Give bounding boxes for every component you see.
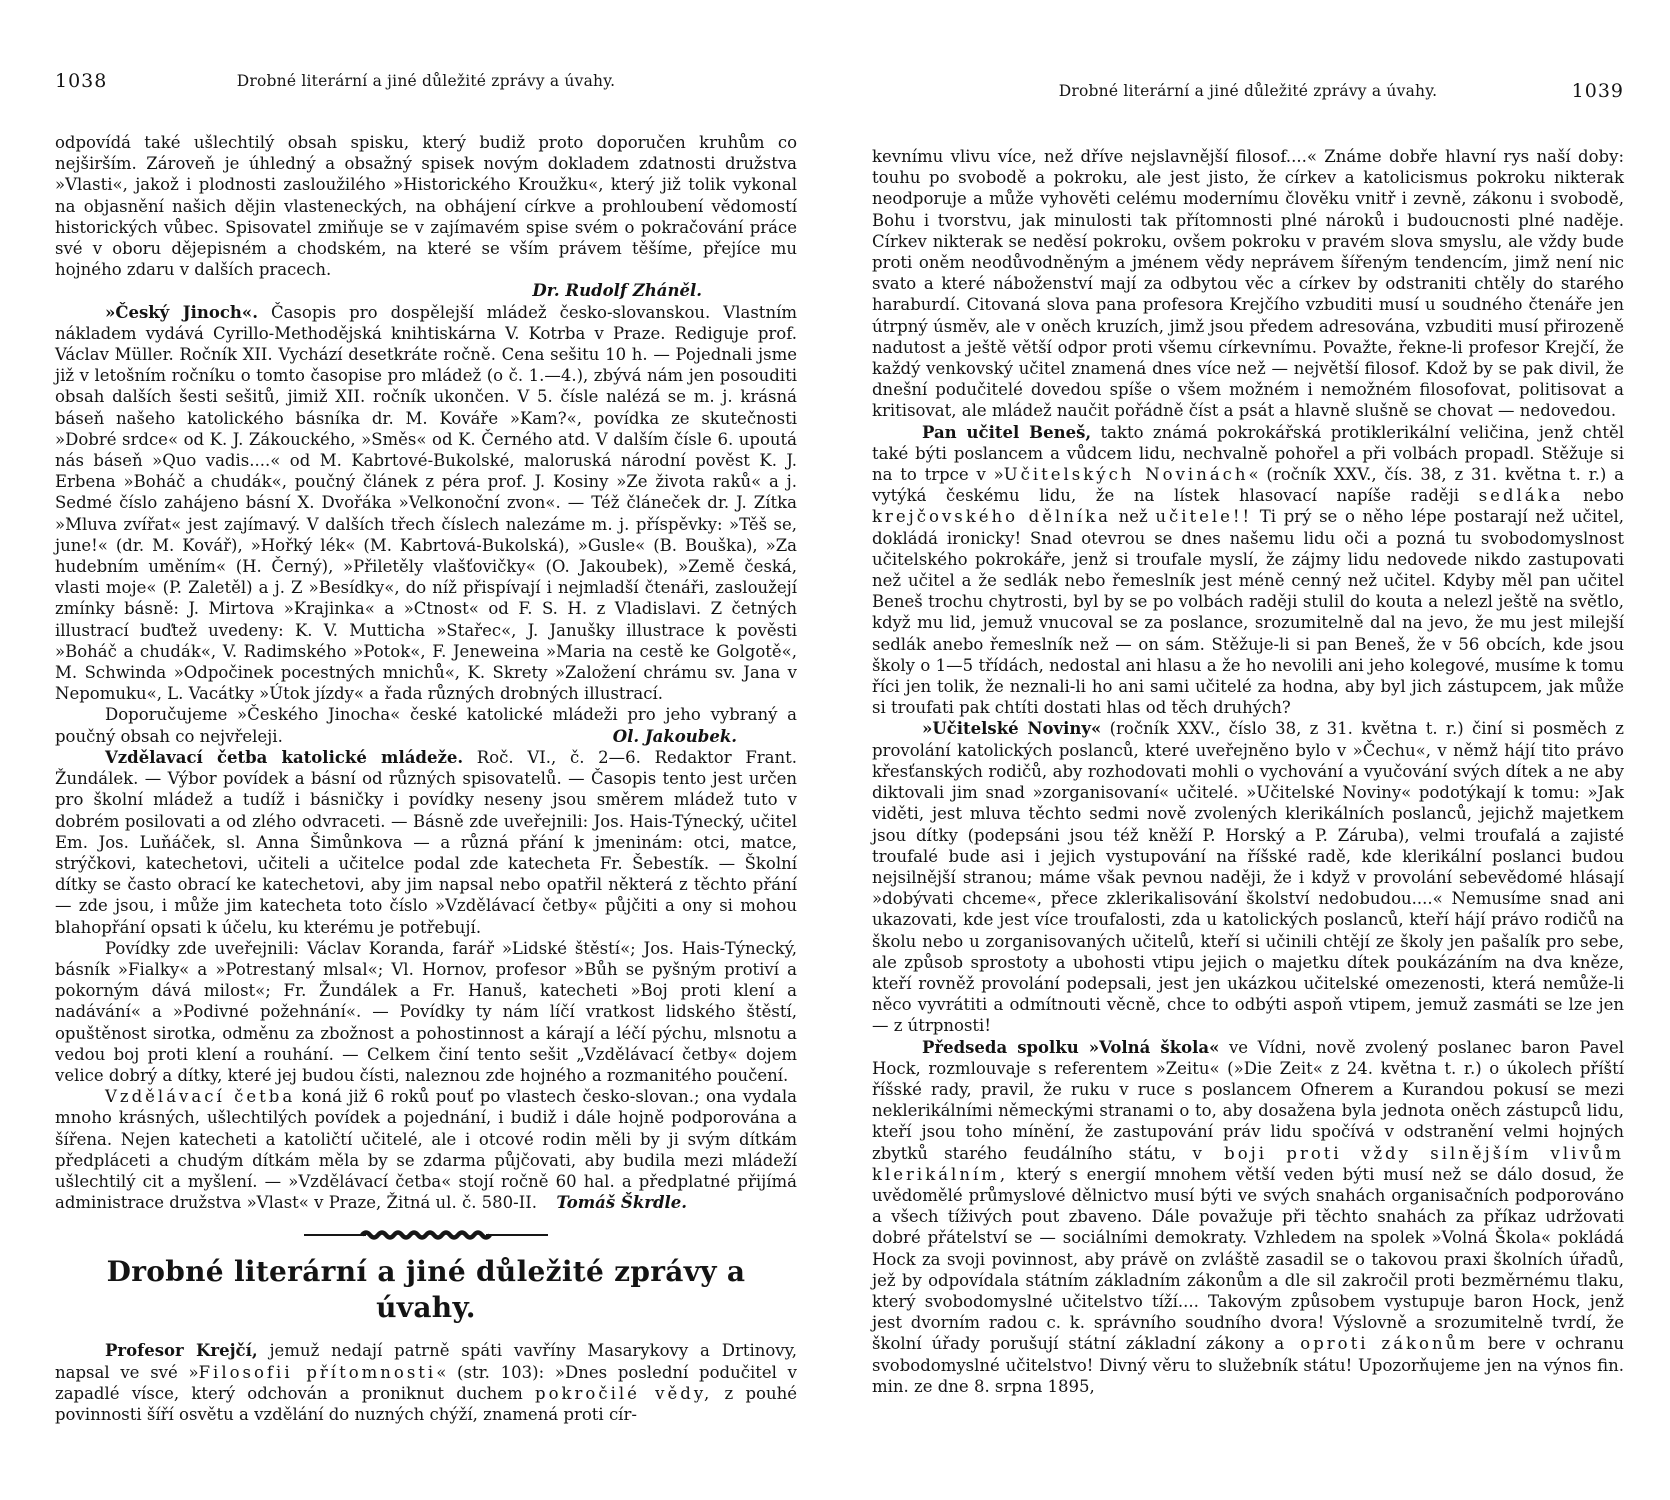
body-text: nebo xyxy=(1563,486,1624,506)
paragraph xyxy=(55,938,797,1086)
left-page xyxy=(55,70,797,1425)
running-title-left: Drobné literární a jiné důležité zprávy a úvahy. xyxy=(236,72,616,90)
body-text: bere v ochranu svobodomyslné učitelstvo! Divný věru to služebník státu! Upozorňujeme jen na výnos fin. min. ze dne 8. srpna 1895, xyxy=(872,1334,1624,1396)
body-text: takto známá pokrokářská protiklerikální veličina, jenž chtěl také býti poslancem a vůdcem lidu, nechvalně pohořel a při volbách propadl. Stěžuje si na to trpce v » xyxy=(872,422,1624,485)
page-number-right: 1039 xyxy=(1571,80,1624,102)
body-text: z pouhé povinnosti šíří osvětu a vzdělání do nuzných chýží, znamená proti cír- xyxy=(55,1383,797,1424)
right-page-body xyxy=(872,146,1624,1397)
page-number-left: 1038 xyxy=(55,70,108,92)
signature: Tomáš Škrdle. xyxy=(556,1193,687,1213)
paragraph-lead: Předseda spolku »Volná škola« xyxy=(922,1037,1220,1057)
section-heading: Drobné literární a jiné důležité zprávy a úvahy. xyxy=(106,1255,746,1325)
paragraph xyxy=(872,422,1624,719)
section-divider xyxy=(55,1228,797,1242)
spaced-text: učitele!! xyxy=(1155,507,1253,527)
divider-rule-left xyxy=(304,1234,366,1236)
right-page-header xyxy=(872,80,1624,110)
body-text: « (ročník XXV., čís. 38, z 31. května t. r.) a vytýká českému lidu, že na lístek hlasovací napíše raději xyxy=(872,465,1624,506)
right-page xyxy=(872,80,1624,1397)
spaced-text: krejčovského dělníka xyxy=(872,507,1112,527)
running-title-right: Drobné literární a jiné důležité zprávy a úvahy. xyxy=(1058,82,1438,100)
paragraph-lead: Vzdělavací četba katolické mládeže. xyxy=(105,747,464,767)
body-text: Povídky zde uveřejnili: Václav Koranda, farář »Lidské štěstí«; Jos. Hais-Týnecký, básník »Fialky« a »Potrestaný mlsal«; Vl. Hornov, profesor »Bůh se pyšným protiví a pokorným dává milost«; Fr. Žundálek a Fr. Hanuš, katecheti »Boj proti klení a nadávání« a »Podivné požehnání«. — Povídky ty nám líčí vratkost lidského štěstí, opuštěnost sirotka, odměnu za zbožnost a pohostinnost a kárají a léčí pýchu, mlsnotu a vedou boj proti klení a rouhání. — Celkem činí tento sešit „Vzdělávací četby« dojem velice dobrý a dítky, které jej budou čísti, naleznou zde hojného a rozmanitého poučení. xyxy=(55,938,797,1085)
paragraph-lead: »Učitelské Noviny« xyxy=(922,719,1102,739)
body-text: než xyxy=(1111,507,1156,527)
spaced-text: a oproti zákonům xyxy=(1274,1334,1478,1354)
body-text: ve Vídni, nově zvolený poslanec baron Pavel Hock, rozmlouvaje s referentem »Zeitu« (»Die Zeit« z 24. května t. r.) o úkolech příští říšské rady, pravil, že ruku v ruce s poslancem Ofnerem a Kurandou pokusí se mezi neklerikálními německými stranami o to, aby dosažena byla jednota oněch zástupců lidu, kteří jsou toho mínění, že zastupování práv lidu spočívá v odstranění velmi hojných zbytků starého feudálního státu, xyxy=(872,1037,1624,1163)
body-text: jemuž nedají patrně spáti vavříny Masarykovy a Drtinovy, napsal ve své » xyxy=(55,1341,797,1382)
zigzag-ornament xyxy=(360,1228,492,1242)
paragraph xyxy=(55,747,797,938)
paragraph xyxy=(872,146,1624,422)
spaced-text: Učitelských Novinách xyxy=(1003,465,1249,485)
left-page-header xyxy=(55,70,797,100)
body-text: Doporučujeme »Českého Jinocha« české katolické mládeži pro jeho vybraný a poučný obsah co nejvřeleji. xyxy=(55,705,797,746)
body-text: koná již 6 roků pouť po vlastech česko-slovan.; ona vydala mnoho krásných, ušlechtilých povídek a pojednání, i budiž i dále hojně podporována a šířena. Nejen katecheti a katoličtí učitelé, ale i otcové rodin měli by ji svým dítkám předpláceti a chudým dítkám měla by se zdarma půjčovati, aby budila mezi mládeží ušlechtilý cit a myšlení. — »Vzdělávací četba« stojí ročně 60 hal. a předplatné přijímá administrace družstva »Vlast« v Praze, Žitná ul. č. 580-II. xyxy=(55,1087,797,1213)
spaced-text: Vzdělávací četba xyxy=(105,1087,296,1107)
paragraph-lead: »Český Jinoch«. xyxy=(105,302,258,322)
body-text: který s energií mnohem větší veden býti musí než se dálo dosud, že uvědomělé průmyslové dělnictvo musí býti ve svých snahách organisačních podporováno a všech tíživých pout zbaveno. Dále považuje při těchto snahách za příkaz udržovati dobré přátelství se — sociálními demokraty. Vzhledem na spolek »Volná Škola« pokládá Hock za svoji povinnost, aby právě on zvláště zasadil se o takovou praxi školních úřadů, jež by odpovídala státním základním zákonům a dle sil zakročil proti bezměrnému tlaku, který svobodomyslné učitelstvo tíží.... Takovým způsobem vystupuje baron Hock, jenž jest dvorním radou c. k. správního soudního dvora! Výslovně a srozumitelně tvrdí, že školní úřady porušují státní základní zákony xyxy=(872,1164,1624,1354)
paragraph xyxy=(872,718,1624,1036)
spaced-text: pokročilé vědy, xyxy=(535,1383,713,1403)
paragraph-lead: Pan učitel Beneš, xyxy=(922,422,1092,442)
body-text: Roč. VI., č. 2—6. Redaktor Frant. Žundálek. — Výbor povídek a básní od různých spisovatelů. — Časopis tento jest určen pro školní mládež a tudíž i básničky i povídky neseny jsou směrem mládež tuto v dobrém posilovati a od zlého odvraceti. — Básně zde uveřejnili: Jos. Hais-Týnecký, učitel Em. Jos. Luňáček, sl. Anna Šimůnkova — a různá přání k jmeninám: otci, matce, strýčkovi, katechetovi, učiteli a učitelce podal zde katecheta Fr. Šebestík. — Školní dítky se často obrací ke katechetovi, aby jim napsal nebo opatřil některá z těchto přání — zde jsou, i může jim katecheta toto číslo »Vzdělávací četby« půjčiti a ony si mohou blahopřání opsati k účelu, ku kterému je potřebují. xyxy=(55,747,797,937)
body-text: Ti prý se o něho lépe postarají než učitel, dokládá ironicky! Snad otevrou se dnes našemu lidu oči a pozná tu svobodomyslnost učitelského pokrokáře, jenž si troufale myslí, že zájmy lidu nedovede nikdo zastupovati než učitel a že sedlák nebo řemeslník jest méně cenný než učitel. Kdyby měl pan učitel Beneš trochu chytrosti, byl by se po volbách raději stulil do kouta a nelezl ještě na světlo, když mu lid, jemuž vnucoval se za poslance, srozumitelně dal na jevo, že mu jest milejší sedlák anebo řemeslník než — on sám. Stěžuje-li si pan Beneš, že v 56 obcích, kde jsou školy o 1—5 třídách, nedostal ani hlasu a že ho nevolili ani jeho kolegové, musíme k tomu říci jen tolik, že neznali-li ho ani sami učitelé za hodna, aby byl jich zástupcem, jak může si troufati pak chtíti dostati hlas od těch druhých? xyxy=(872,507,1624,718)
body-text: kevnímu vlivu více, než dříve nejslavnější filosof....« Známe dobře hlavní rys naší doby: touhu po svobodě a pokroku, ale jest jisto, že církev a katolicismus pokroku nikterak neodporuje a může vyhověti celému modernímu člověku vnitř i zevně, zákonu i svobodě, Bohu i tvorstvu, jak minulosti tak přítomnosti plné nároků i budoucnosti plné naděje. Církev nikterak se neděsí pokroku, ovšem pokroku v pravém slova smyslu, ale vždy bude proti oněm neodůvodněným a jménem vědy neprávem šířeným tendencím, jimž není nic svato a které náboženství mají za odbytou věc a církev by odstraniti chtěly do starého haraburdí. Citovaná slova pana profesora Krejčího vzbuditi musí u soudného čtenáře jen útrpný úsměv, ale v oněch kruzích, jimž jsou předem adresována, vzbuditi musí přirozeně nadutost a ještě větší odpor proti všemu církevnímu. Považte, řekne-li profesor Krejčí, že každý venkovský učitel znamená dnes více než — největší filosof. Kdož by se pak divil, že dnešní podučitelé dovedou spíše o všem možném i nemožném filosofovat, politisovat a kritisovat, ale mládež naučit pořádně číst a psát a hlavně slušně se chovat — nedovedou. xyxy=(872,147,1624,421)
paragraph xyxy=(55,302,797,705)
spaced-text: v boji proti vždy silnějším vlivům klerikálním, xyxy=(872,1143,1625,1184)
paragraph xyxy=(55,1340,797,1425)
signature: Dr. Rudolf Zháněl. xyxy=(532,281,702,301)
divider-rule-right xyxy=(486,1234,548,1236)
paragraph xyxy=(55,132,797,280)
spaced-text: Filosofii přítomnosti xyxy=(198,1362,437,1382)
body-text: (ročník XXV., číslo 38, z 31. května t. r.) činí si posměch z provolání katolických poslanců, které uveřejněno bylo v »Čechu«, v němž hájí tito právo křesťanských rodičů, aby rozhodovati mohli o vychování a vyučování svých dítek a ne aby diktovali jim snad »zorganisovaní« učitelé. »Učitelské Noviny« podotýkají k tomu: »Jak viděti, jest mluva těchto sedmi nově zvolených klerikálních poslanců, jejichž majetkem jsou dítky (podepsáni jsou též kněží P. Horský a P. Záruba), velmi troufalá a zajisté troufalé bude asi i jejich vystupování na říšské radě, kde klerikální poslanci budou nejsilnější stranou; máme však pevnou naději, že i když v provolání sebevědomé hlásají »dobývati chceme«, přece zklerikalisování školství nedobudou....« Nemusíme snad ani ukazovati, kde jest více troufalosti, zda u katolických poslanců, kteří hájí právo rodičů na školu nebo u zorganisovaných učitelů, kteří si učinili chtějí ze školy jen pašalík pro sebe, ale způsob sprostoty a ubohosti vtipu jejich o majetku dítek poukázáním na dva kněze, kteří rovněž provolání podepsali, jest jen ukázkou učitelské omezenosti, která nemůže-li něco vyvrátiti a odmítnouti věcně, chce to odbýti aspoň vtipem, jemuž zasmáti se lze jen — z útrpnosti! xyxy=(872,719,1624,1036)
body-text: « (str. 103): »Dnes poslední podučitel v zapadlé vísce, který odchován a proniknut duchem xyxy=(55,1362,797,1403)
left-page-body xyxy=(55,132,797,1425)
body-text: Časopis pro dospělejší mládež česko-slovanskou. Vlastním nákladem vydává Cyrillo-Methodějská knihtiskárna V. Kotrba v Praze. Rediguje prof. Václav Müller. Ročník XII. Vychází desetkráte ročně. Cena sešitu 10 h. — Pojednali jsme již v letošním ročníku o tomto časopise pro mládež (o č. 1.—4.), zbývá nám jen posouditi obsah dalších šesti sešitů, jimiž XII. ročník ukončen. V 5. čísle nalézá se m. j. krásná báseň našeho katolického básníka dr. M. Kováře »Kam?«, povídka ze skutečnosti »Dobré srdce« od K. J. Zákouckého, »Směs« od K. Černého atd. V dalším čísle 6. upoutá nás báseň »Quo vadis....« od M. Kabrtové-Bukolské, maloruská národní pověst K. J. Erbena »Boháč a chudák«, poučný článek z péra prof. J. Kosiny »Ze života raků« a j. Sedmé číslo zahájeno básní X. Dvořáka »Velkonoční zvon«. — Též článeček dr. J. Zítka »Mluva zvířat« jest zajímavý. V dalších třech číslech nalezáme m. j. příspěvky: »Těš se, june!« (dr. M. Kovář), »Hořký lék« (M. Kabrtová-Bukolská), »Gusle« (B. Bouška), »Za hudebním uměním« (H. Černý), »Přiletěly vlašťovičky« (O. Jakoubek), »Země česká, vlasti moje« (P. Zaletěl) a j. Z »Besídky«, do níž přispívají i nejmladší čtenáři, zasloužejí zmínky básně: J. Mirtova »Krajinka« a »Ctnost« od F. S. H. z Vladislavi. Z četných illustrací buďtež uvedeny: K. V. Mutticha »Stařec«, J. Janušky illustrace k pověsti »Boháč a chudák«, V. Radimského »Potok«, F. Jeneweina »Maria na cestě ke Golgotě«, M. Schwinda »Odpočinek pocestných mnichů«, K. Skrety »Založení chrámu sv. Jana v Nepomuku«, L. Vacátky »Útok jízdy« a řada různých drobných illustrací. xyxy=(55,302,797,704)
paragraph xyxy=(872,1037,1624,1397)
body-text: odpovídá také ušlechtilý obsah spisku, který budiž proto doporučen kruhům co nejširším. Zároveň je úhledný a obsažný spisek novým dokladem zdatnosti družstva »Vlasti«, jakož i plodnosti zasloužilého »Historického Kroužku«, který již tolik vykonal na objasnění našich dějin vlasteneckých, na obhájení církve a prohloubení vědomostí historických vůbec. Spisovatel zmiňuje se v zajímavém spise svém o pokračování práce své v oboru dějepisném a chodském, na které se vším právem těšíme, přejíce mu hojného zdaru v dalších pracech. xyxy=(55,133,797,280)
signature: Ol. Jakoubek. xyxy=(612,726,737,746)
paragraph-lead: Profesor Krejčí, xyxy=(105,1341,258,1361)
spaced-text: sedláka xyxy=(1478,486,1564,506)
